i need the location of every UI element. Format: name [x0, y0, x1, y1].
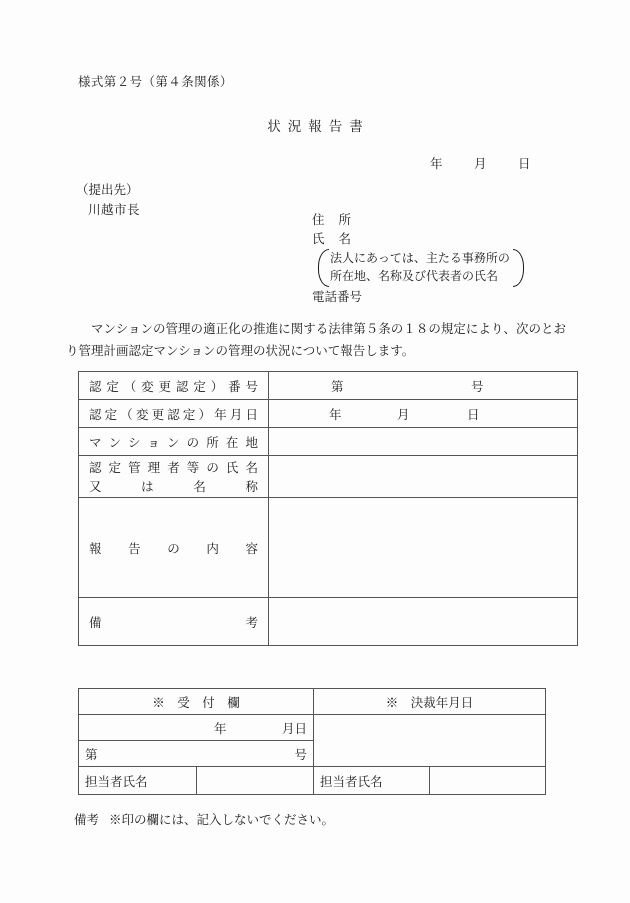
table-row	[79, 715, 546, 741]
applicant-name-label: 氏名	[312, 231, 366, 246]
office-date-month: 月	[281, 720, 295, 736]
manager-name-line-2: 又は名称	[89, 478, 258, 494]
row-label-certification-number: 認定（変更認定）番号	[79, 372, 269, 400]
office-date-year: 年	[213, 720, 227, 736]
office-reception-date[interactable]	[79, 715, 314, 741]
form-number: 様式第２号（第４条関係）	[78, 74, 233, 89]
office-reception-number[interactable]	[79, 741, 314, 767]
cert-date-day: 日	[467, 406, 480, 422]
table-row	[79, 456, 578, 498]
corporate-note-line-2: 所在地、名称及び代表者の氏名	[330, 269, 499, 283]
date-line	[430, 154, 531, 172]
row-label-remarks: 備考	[79, 598, 269, 646]
submit-to-recipient: 川越市長	[88, 202, 141, 217]
row-value-building-address[interactable]	[269, 428, 578, 456]
body-paragraph-text: マンションの管理の適正化の推進に関する法律第５条の１８の規定により、次のとおり管理計画認定マンションの管理の状況について報告します。	[66, 321, 566, 358]
date-day-label: 日	[518, 156, 531, 171]
row-label-certification-date: 認定（変更認定）年月日	[79, 400, 269, 428]
row-value-report-content[interactable]	[269, 498, 578, 598]
applicant-name-row	[312, 229, 524, 248]
footer-note	[74, 810, 334, 828]
table-row	[79, 428, 578, 456]
row-value-certification-number[interactable]	[269, 372, 578, 400]
submit-to-label: （提出先）	[76, 182, 139, 197]
date-year-label: 年	[430, 156, 443, 171]
office-staff-left-value[interactable]	[196, 767, 314, 795]
corporate-note	[318, 249, 524, 285]
footer-note-text: ※印の欄には、記入しないでください。	[109, 812, 335, 827]
office-staff-left-label: 担当者氏名	[79, 767, 197, 795]
applicant-address-label: 住所	[312, 212, 366, 227]
office-use-table	[78, 688, 546, 795]
table-row	[79, 498, 578, 598]
office-date-day: 日	[294, 720, 307, 736]
corporate-note-line-1: 法人にあっては、主たる事務所の	[330, 251, 510, 265]
office-staff-right-label: 担当者氏名	[314, 767, 430, 795]
left-bracket-icon	[318, 249, 329, 287]
applicant-block	[312, 210, 524, 306]
table-row	[79, 400, 578, 428]
footer-note-label: 備考	[74, 812, 100, 827]
right-bracket-icon	[513, 249, 524, 287]
table-row	[79, 598, 578, 646]
table-row	[79, 372, 578, 400]
report-table	[78, 371, 578, 646]
applicant-tel-label: 電話番号	[312, 289, 363, 304]
cert-date-year: 年	[329, 406, 342, 422]
office-staff-right-value[interactable]	[430, 767, 546, 795]
row-label-building-address: マンションの所在地	[79, 428, 269, 456]
office-reception-header: ※ 受 付 欄	[79, 689, 314, 715]
office-decision-header: ※ 決裁年月日	[314, 689, 546, 715]
body-paragraph	[66, 318, 566, 362]
table-row	[79, 689, 546, 715]
manager-name-line-1: 認定管理者等の氏名	[89, 459, 258, 475]
table-row	[79, 767, 546, 795]
row-label-report-content: 報告の内容	[79, 498, 269, 598]
page-title: 状況報告書	[267, 119, 370, 135]
applicant-address-row	[312, 210, 524, 229]
office-number-prefix: 第	[85, 746, 98, 762]
row-value-certification-date[interactable]	[269, 400, 578, 428]
cert-number-suffix: 号	[471, 378, 484, 394]
row-value-remarks[interactable]	[269, 598, 578, 646]
office-number-suffix: 号	[294, 746, 307, 762]
office-decision-value[interactable]	[314, 715, 546, 767]
row-label-manager-name	[79, 456, 269, 498]
date-month-label: 月	[474, 156, 487, 171]
cert-number-prefix: 第	[331, 378, 344, 394]
row-value-manager-name[interactable]	[269, 456, 578, 498]
cert-date-month: 月	[397, 406, 410, 422]
